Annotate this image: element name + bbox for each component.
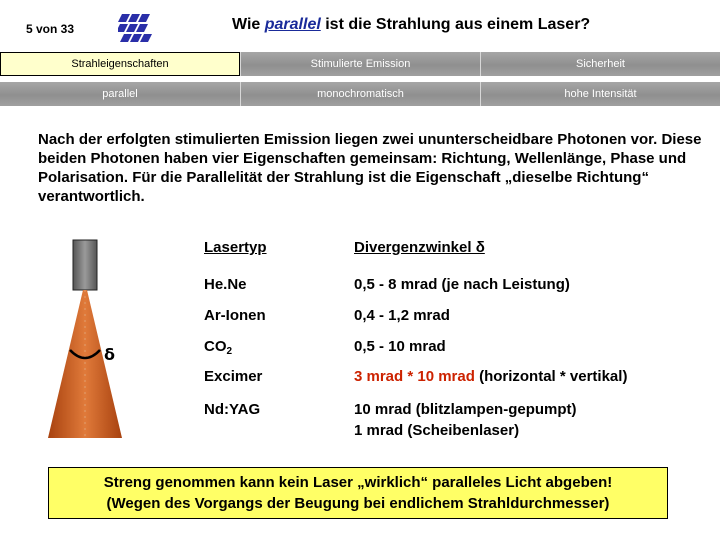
body-paragraph: Nach der erfolgten stimulierten Emission liegen zwei ununterscheidbare Photonen vor. Diese beiden Photonen haben vier Eigenschaften gemeinsam: Richtung, Wellenlänge, Phase und Polarisation. Für die Parallelität der Strahlung ist die Eigenschaft „dieselbe Richtung“ verantwortlich. (38, 131, 702, 205)
conclusion-box (48, 467, 668, 519)
slide-title (232, 16, 590, 34)
tab-sicherheit[interactable]: Sicherheit (480, 52, 720, 76)
table-cell-value: 10 mrad (blitzlampen-gepumpt) (354, 401, 577, 418)
table-cell-value: 0,5 - 10 mrad (354, 338, 446, 355)
table-cell-type (204, 337, 232, 362)
tab-hohe-intensitaet[interactable]: hohe Intensität (480, 82, 720, 106)
table-cell-value: 1 mrad (Scheibenlaser) (354, 422, 520, 439)
logo-icon (118, 12, 152, 48)
tab-stimulierte-emission[interactable]: Stimulierte Emission (240, 52, 480, 76)
table-cell-type: He.Ne (204, 276, 247, 293)
nav-row-subtopics (0, 82, 720, 106)
table-cell-type: Ar-Ionen (204, 307, 266, 324)
co2-subscript: 2 (226, 346, 233, 357)
slide-counter: 5 von 33 (26, 22, 75, 36)
table-cell-value: 0,4 - 1,2 mrad (354, 307, 450, 324)
laser-tube (73, 240, 97, 290)
conclusion-line-1: Streng genommen kann kein Laser „wirklich“ paralleles Licht abgeben! (103, 474, 613, 491)
title-link-parallel[interactable]: parallel (264, 16, 321, 33)
title-suffix: ist die Strahlung aus einem Laser? (320, 16, 591, 33)
excimer-value-rest: (horizontal * vertikal) (474, 368, 628, 385)
co2-main: CO (204, 338, 227, 355)
table-cell-value: 0,5 - 8 mrad (je nach Leistung) (354, 276, 570, 293)
table-cell-type: Excimer (204, 368, 263, 385)
delta-symbol: δ (104, 345, 115, 364)
table-cell-value (354, 367, 627, 387)
tab-monochromatisch[interactable]: monochromatisch (240, 82, 480, 106)
tab-parallel[interactable]: parallel (0, 82, 240, 106)
conclusion-line-2: (Wegen des Vorgangs der Beugung bei endlichem Strahldurchmesser) (106, 495, 610, 512)
table-header-divergence: Divergenzwinkel δ (354, 239, 485, 256)
laser-beam-diagram (40, 238, 130, 443)
excimer-value-red: 3 mrad * 10 mrad (354, 368, 475, 385)
table-header-type: Lasertyp (204, 239, 267, 256)
table-cell-type: Nd:YAG (204, 401, 261, 418)
tab-strahleigenschaften[interactable]: Strahleigenschaften (0, 52, 240, 76)
title-prefix: Wie (232, 16, 265, 33)
nav-row-topics (0, 52, 720, 76)
